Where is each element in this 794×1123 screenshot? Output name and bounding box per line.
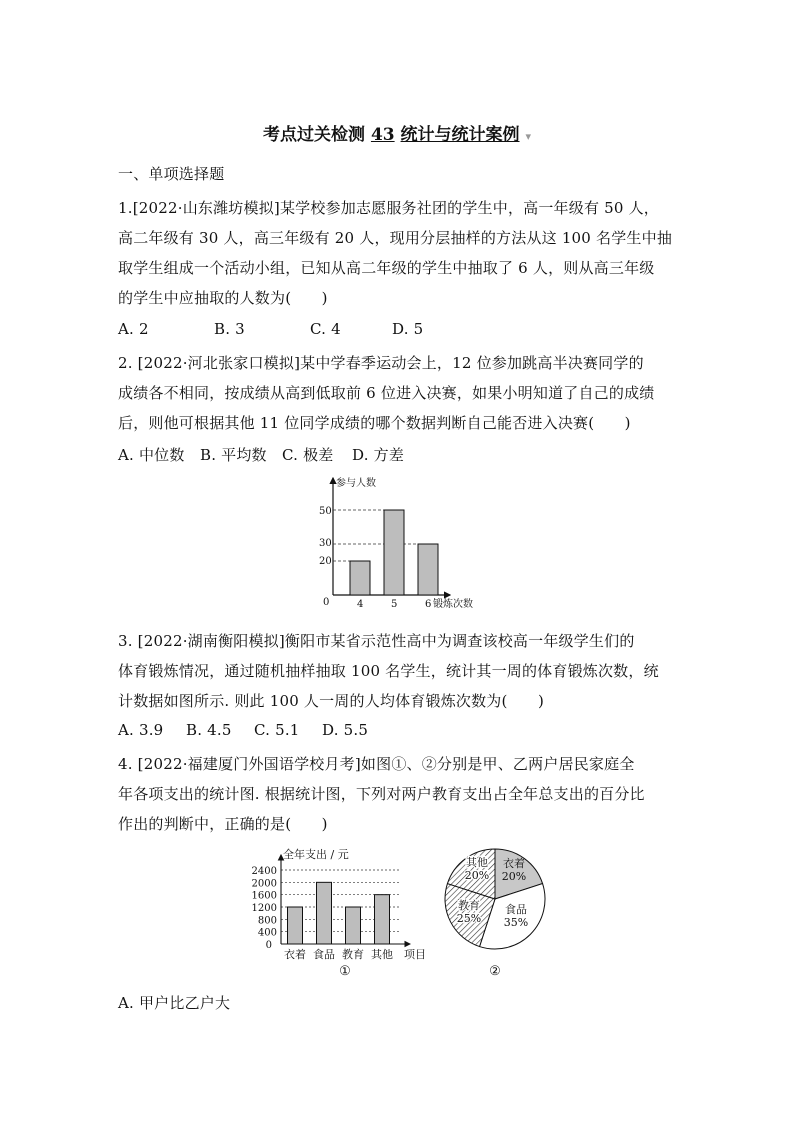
- chart1-ytick-20: 20: [319, 556, 332, 567]
- chart2-x-label: 项目: [404, 948, 426, 961]
- chart2-xtick: 食品: [313, 948, 335, 961]
- q2-line-1: 2. [2022·河北张家口模拟]某中学春季运动会上，12 位参加跳高半决赛同学的: [118, 354, 644, 372]
- dropdown-triangle-icon: ▾: [525, 130, 531, 143]
- q3-option-a: A. 3.9: [118, 721, 164, 739]
- chart1-xtick-4: 4: [357, 599, 364, 610]
- q1-option-b: B. 3: [214, 320, 245, 338]
- q3-line-1: 3. [2022·湖南衡阳模拟]衡阳市某省示范性高中为调查该校高一年级学生们的: [118, 632, 635, 650]
- q1-line-3: 取学生组成一个活动小组，已知从高二年级的学生中抽取了 6 人，则从高三年级: [118, 259, 655, 277]
- q3-line-3: 计数据如图所示. 则此 100 人一周的人均体育锻炼次数为( ): [118, 692, 545, 710]
- title-prefix: 考点过关检测: [263, 125, 366, 145]
- chart2-ytick: 1600: [251, 890, 277, 902]
- q4-line-1: 4. [2022·福建厦门外国语学校月考]如图①、②分别是甲、乙两户居民家庭全: [118, 755, 635, 773]
- q1-option-a: A. 2: [118, 320, 149, 338]
- title-number: 43: [370, 125, 395, 145]
- chart3-value-label: 25%: [456, 912, 482, 925]
- q2-option-b: B. 平均数: [200, 446, 267, 464]
- chart1-xtick-5: 5: [391, 599, 398, 610]
- q4-line-3: 作出的判断中，正确的是( ): [118, 815, 328, 833]
- chart3-value-label: 35%: [503, 916, 529, 929]
- chart2-ytick: 1200: [251, 903, 277, 914]
- section-heading: 一、单项选择题: [118, 165, 225, 183]
- chart2-ytick: 2400: [251, 866, 277, 877]
- q4-option-a: A. 甲户比乙户大: [118, 994, 231, 1012]
- chart2-bar-3: [346, 907, 361, 944]
- chart2-xtick: 其他: [371, 948, 393, 961]
- q3-line-2: 体育锻炼情况，通过随机抽样抽取 100 名学生，统计其一周的体育锻炼次数，统: [118, 662, 659, 680]
- chart2-origin: 0: [265, 940, 272, 951]
- chart3-value-label: 20%: [501, 870, 527, 883]
- q1-line-2: 高二年级有 30 人，高三年级有 20 人，现用分层抽样的方法从这 100 名学生中抽: [118, 229, 673, 247]
- chart1-origin: 0: [323, 597, 330, 608]
- chart1-x-label: 锻炼次数: [433, 599, 473, 610]
- q2-line-2: 成绩各不相同，按成绩从高到低取前 6 位进入决赛，如果小明知道了自己的成绩: [118, 384, 655, 402]
- q3-option-b: B. 4.5: [186, 721, 232, 739]
- q3-option-d: D. 5.5: [322, 721, 369, 739]
- chart2-y-label: 全年支出 / 元: [283, 848, 349, 861]
- chart3-label: 其他: [466, 856, 488, 869]
- chart3-label: 衣着: [503, 857, 525, 870]
- chart1-xtick-6: 6: [425, 599, 432, 610]
- q1-line-1: 1.[2022·山东潍坊模拟]某学校参加志愿服务社团的学生中，高一年级有 50 人，: [118, 199, 659, 217]
- q2-option-d: D. 方差: [352, 446, 405, 464]
- chart2-ytick: 400: [257, 927, 277, 939]
- chart2-ytick: 2000: [251, 878, 277, 890]
- q2-option-a: A. 中位数: [118, 446, 185, 464]
- q3-option-c: C. 5.1: [254, 721, 300, 739]
- q1-line-4: 的学生中应抽取的人数为( ): [118, 289, 328, 307]
- chart3-value-label: 20%: [464, 869, 490, 882]
- q1-option-c: C. 4: [310, 320, 341, 338]
- chart2-caption: ①: [339, 964, 351, 979]
- chart2-bar-1: [288, 907, 303, 944]
- q1-option-d: D. 5: [392, 320, 424, 338]
- chart3-label: 教育: [458, 899, 480, 912]
- chart2-xtick: 衣着: [284, 948, 306, 961]
- title-topic: 统计与统计案例: [400, 125, 520, 145]
- chart2-bar-2: [317, 882, 332, 944]
- chart3-caption: ②: [489, 964, 501, 979]
- q4-line-2: 年各项支出的统计图. 根据统计图，下列对两户教育支出占全年总支出的百分比: [118, 785, 645, 803]
- chart3-label: 食品: [505, 903, 527, 916]
- chart1-ytick-50: 50: [319, 506, 332, 517]
- chart2-ytick: 800: [257, 915, 277, 927]
- chart2-xtick: 教育: [342, 948, 364, 961]
- chart2-bar-4: [375, 895, 390, 944]
- chart1-ytick-30: 30: [319, 538, 332, 549]
- q2-option-c: C. 极差: [282, 446, 334, 464]
- chart1-y-label: 参与人数: [336, 478, 376, 489]
- q2-line-3: 后，则他可根据其他 11 位同学成绩的哪个数据判断自己能否进入决赛( ): [118, 414, 631, 432]
